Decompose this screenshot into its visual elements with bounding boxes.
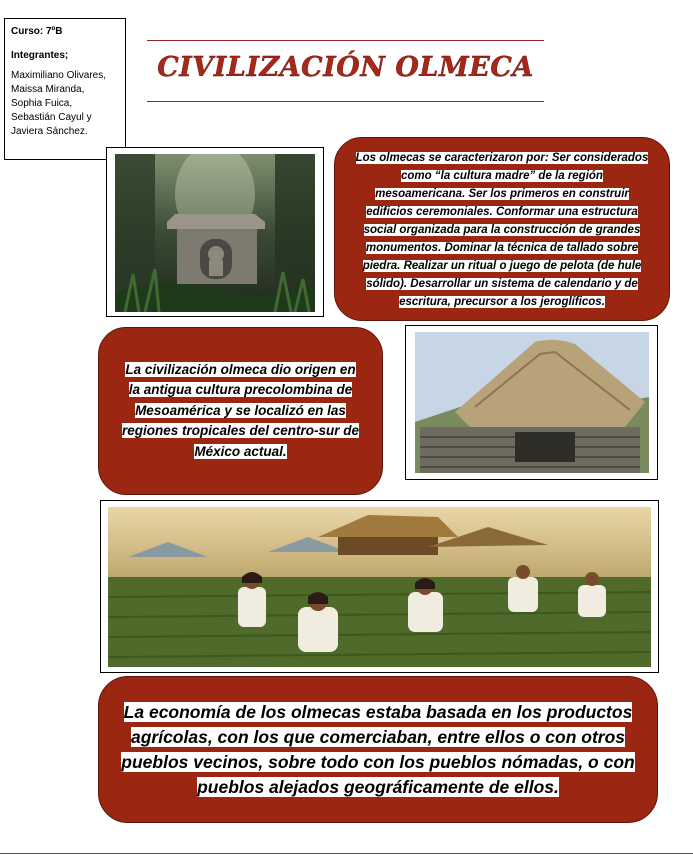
olmec-farming-image <box>108 507 651 667</box>
page-bottom-border <box>0 853 693 854</box>
thatched-hut-image <box>415 332 649 473</box>
course-label: Curso: 7ºB <box>11 26 63 37</box>
economy-box <box>98 676 658 823</box>
farming-image-frame <box>100 500 659 673</box>
members-list: Maximiliano Olivares, Maissa Miranda, Sophia Fuica, Sebastián Cayul y Javiera Sánchez. <box>11 70 107 137</box>
members-label: Integrantes; <box>11 50 69 61</box>
origin-box <box>98 327 383 495</box>
origin-text: La civilización olmeca dio origen en la antigua cultura precolombina de Mesoamérica y se localizó en las regiones tropicales del centro-sur de México actual. <box>121 361 360 459</box>
characteristics-box <box>334 137 670 321</box>
characteristics-text: Los olmecas se caracterizaron por: Ser considerados como “la cultura madre” de la región mesoamericana. Ser los primeros en construir edificios ceremoniales. Conformar una estructura social organizada para la construcción de grandes monumentos. Dominar la técnica de tallado sobre piedra. Realizar un ritual o juego de pelota (de hule sólido). Desarrollar un sistema de calendario y de escritura, precursor a los jeroglíficos. <box>355 152 649 308</box>
info-box <box>4 18 126 160</box>
page-title: CIVILIZACIÓN OLMECA <box>157 52 534 83</box>
title-rule-top <box>147 40 544 41</box>
hut-image-frame <box>405 325 658 480</box>
economy-text: La economía de los olmecas estaba basada en los productos agrícolas, con los que comerciaban, entre ellos o con otros pueblos vecinos, sobre todo con los pueblos nómadas, o con pueblos alejados geográficamente de ellos. <box>121 701 635 797</box>
olmec-altar-image <box>115 154 315 312</box>
title-rule-bottom <box>147 101 544 102</box>
altar-image-frame <box>106 147 324 317</box>
